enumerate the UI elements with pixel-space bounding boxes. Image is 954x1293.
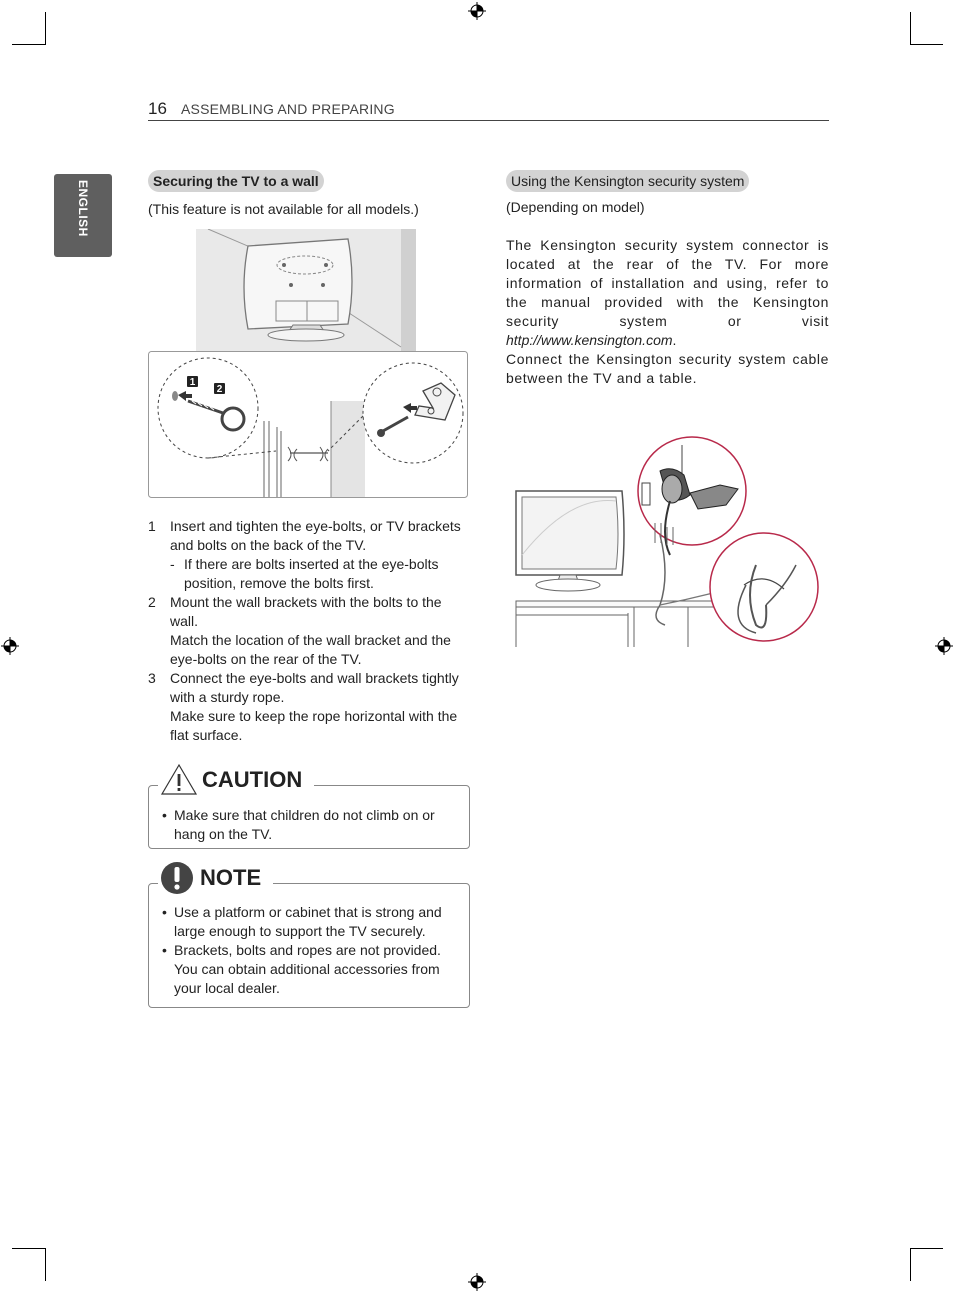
caution-text: Make sure that children do not climb on or hang on the TV. <box>174 807 435 842</box>
crop-mark <box>911 44 943 45</box>
language-tab <box>54 174 112 257</box>
kensington-paragraph-2: Connect the Kensington security system cable between the TV and a table. <box>506 351 829 386</box>
caution-item <box>162 806 458 844</box>
bullet: • <box>162 942 167 958</box>
note-header <box>158 861 273 895</box>
crop-mark <box>45 1248 46 1281</box>
registration-bottom-icon <box>468 1273 486 1291</box>
language-label: ENGLISH <box>76 180 90 237</box>
dash-marker: - <box>170 556 175 572</box>
wall-steps-list <box>148 517 470 745</box>
note-title: NOTE <box>200 865 267 891</box>
step-number: 1 <box>148 518 156 534</box>
registration-top-icon <box>468 2 486 20</box>
warning-triangle-icon <box>160 763 198 796</box>
note-text: Brackets, bolts and ropes are not provided. You can obtain additional accessories from your local dealer. <box>174 942 441 996</box>
depending-note: (Depending on model) <box>506 199 645 215</box>
crop-mark <box>12 1248 45 1249</box>
paragraph-text: . <box>672 332 678 348</box>
step-item <box>148 593 470 669</box>
step-text: Match the location of the wall bracket and the eye-bolts on the rear of the TV. <box>170 632 451 667</box>
step-number: 2 <box>148 594 156 610</box>
availability-note: (This feature is not available for all models.) <box>148 201 419 217</box>
note-text: Use a platform or cabinet that is strong and large enough to support the TV securely. <box>174 904 442 939</box>
step-subitem <box>170 555 470 593</box>
header-rule <box>148 120 829 121</box>
paragraph-text: The Kensington security system connector is located at the rear of the TV. For more information of installation and using, refer to the manual provided with the Kensington security system or visit <box>506 237 829 329</box>
crop-mark <box>910 1248 911 1281</box>
kensington-url-link[interactable]: http://www.kensington.com <box>506 332 673 348</box>
step-number: 3 <box>148 670 156 686</box>
step-text: Insert and tighten the eye-bolts, or TV brackets and bolts on the back of the TV. <box>170 518 461 553</box>
crop-mark <box>910 12 911 45</box>
step-subtext: If there are bolts inserted at the eye-bolts position, remove the bolts first. <box>184 556 439 591</box>
note-box <box>148 883 470 1008</box>
step-text: Mount the wall brackets with the bolts to the wall. <box>170 594 442 629</box>
step-text: Make sure to keep the rope horizontal with the flat surface. <box>170 708 458 743</box>
bullet: • <box>162 807 167 823</box>
note-item <box>162 903 458 941</box>
step-item <box>148 517 470 593</box>
note-item <box>162 941 458 998</box>
wall-section-heading: Securing the TV to a wall <box>148 170 324 192</box>
exclamation-circle-icon <box>160 861 194 895</box>
bullet: • <box>162 904 167 920</box>
crop-mark <box>45 12 46 45</box>
caution-header <box>158 763 314 796</box>
step-item <box>148 669 470 745</box>
registration-right-icon <box>935 637 953 655</box>
kensington-lock-illustration <box>510 435 822 650</box>
kensington-section-heading: Using the Kensington security system <box>506 170 749 192</box>
tv-rear-wall-illustration <box>196 229 416 353</box>
figure-label-2: 2 <box>216 384 223 395</box>
page-number: 16 <box>148 99 167 118</box>
crop-mark <box>911 1248 943 1249</box>
crop-mark <box>12 44 45 45</box>
kensington-paragraph-1 <box>506 236 829 350</box>
section-title: ASSEMBLING AND PREPARING <box>181 101 395 117</box>
bracket-eyebolt-illustration <box>148 351 468 499</box>
registration-left-icon <box>1 637 19 655</box>
figure-label-1: 1 <box>189 377 196 388</box>
caution-title: CAUTION <box>202 767 308 793</box>
step-text: Connect the eye-bolts and wall brackets tightly with a sturdy rope. <box>170 670 459 705</box>
